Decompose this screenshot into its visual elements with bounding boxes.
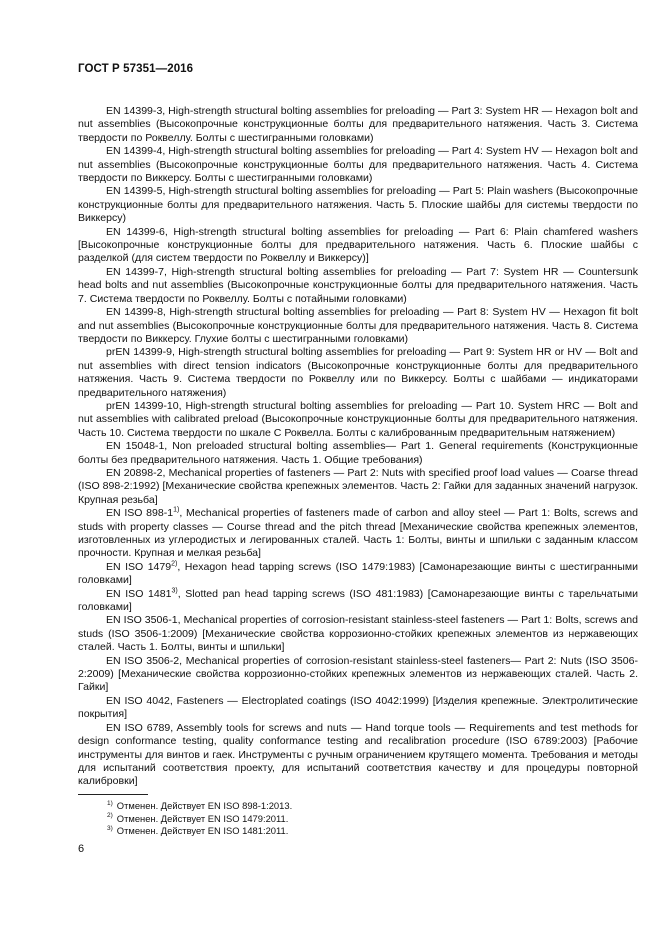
- footnote-ref: 3): [171, 587, 178, 595]
- reference-item: EN 14399-5, High-strength structural bolting assemblies for preloading — Part 5: Plain washers (Высокопрочные конструкционные болты для предварительного натяжения. Часть 5. Плоские шайбы для системы твердости по Виккерсу): [78, 185, 638, 225]
- footnote: [107, 800, 292, 813]
- reference-title: , Hexagon head tapping screws (ISO 1479:1983) [Самонарезающие винты с шестигранными головками]: [78, 560, 638, 587]
- reference-title: , Mechanical properties of fasteners made of carbon and alloy steel — Part 1: Bolts, screws and studs with property classes — Course thread and the pitch thread [Механические свойства крепежных элементов, изготовленных из углеродистых и легированных сталей. Часть 1: Болты, винты и шпильки с заданным классом прочности. Крупная и мелкая резьба]: [78, 507, 639, 560]
- references-list: [78, 105, 638, 789]
- reference-item: prEN 14399-10, High-strength structural bolting assemblies for preloading — Part 10. System HRC — Bolt and nut assemblies with calibrated preload (Высокопрочные конструкционные болты для предварительного натяжения. Часть 10. Система твердости по шкале С Роквелла. Болты с калиброванным предварительным натяжением): [78, 399, 638, 439]
- reference-item: EN 14399-8, High-strength structural bolting assemblies for preloading — Part 8: System HV — Hexagon fit bolt and nut assemblies (Высокопрочные конструкционные болты для предварительного натяжения. Часть 8. Система твердости по Виккерсу. Глухие болты с шестигранными головками): [78, 306, 638, 345]
- reference-item: EN 14399-7, High-strength structural bolting assemblies for preloading — Part 7: System HR — Countersunk head bolts and nut assemblies (Высокопрочные конструкционные болты для предварительного натяжения. Часть 7. Система твердости по Роквеллу. Болты с потайными головками): [78, 265, 638, 305]
- reference-item: EN 15048-1, Non preloaded structural bolting assemblies— Part 1. General requirements (Конструкционные болты без предварительного натяжения. Часть 1. Общие требования): [78, 440, 638, 466]
- footnote-text: Отменен. Действует EN ISO 1479:2011.: [116, 812, 289, 824]
- footnote-mark: 2): [107, 812, 113, 820]
- reference-item: EN 14399-4, High-strength structural bolting assemblies for preloading — Part 4: System HV — Hexagon bolt and nut assemblies (Высокопрочные конструкционные болты для предварительного натяжения. Часть 4. Система твердости по Виккерсу. Болты с шестигранными головками): [78, 145, 638, 185]
- footnote-ref: 2): [171, 560, 178, 568]
- reference-item: EN ISO 3506-1, Mechanical properties of corrosion-resistant stainless-steel fasteners — Part 1: Bolts, screws and studs (ISO 3506-1:2009) [Механические свойства коррозионно-стойких крепежных элементов из нержавеющих сталей. Часть 1. Болты, винты и шпильки]: [78, 614, 638, 654]
- footnote-text: Отменен. Действует EN ISO 1481:2011.: [116, 825, 289, 837]
- document-header: ГОСТ Р 57351—2016: [78, 63, 194, 75]
- footnote-ref: 1): [173, 506, 180, 514]
- footnote-mark: 1): [107, 799, 113, 807]
- reference-item: EN 20898-2, Mechanical properties of fasteners — Part 2: Nuts with specified proof load values — Coarse thread (ISO 898-2:1992) [Механические свойства крепежных элементов. Часть 2: Гайки для заданных значений нагрузок. Крупная резьба]: [78, 466, 638, 506]
- reference-item: EN 14399-3, High-strength structural bolting assemblies for preloading — Part 3: System HR — Hexagon bolt and nut assemblies (Высокопрочные конструкционные болты для предварительного натяжения. Часть 3. Система твердости по Роквеллу. Болты с шестигранными головками): [78, 105, 638, 144]
- footnote: [107, 813, 292, 826]
- footnotes: [107, 800, 292, 838]
- reference-item: [78, 507, 638, 561]
- reference-item: EN ISO 6789, Assembly tools for screws and nuts — Hand torque tools — Requirements and test methods for design conformance testing, quality conformance testing and recalibration procedure (ISO 6789:2003) [Рабочие инструменты для винтов и гаек. Инструменты с ручным ограничением крутящего момента. Требования и методы для испытаний соответствия проекту, для испытаний соответствия качеству и для процедуры повторной калибровки]: [78, 721, 638, 788]
- footnote-divider: [78, 794, 148, 795]
- reference-designation: EN ISO 1481: [106, 587, 172, 600]
- footnote: [107, 825, 292, 838]
- reference-item: [78, 588, 638, 615]
- reference-title: , Slotted pan head tapping screws (ISO 481:1983) [Самонарезающие винты с тарельчатыми головками]: [78, 587, 638, 614]
- page-number: 6: [78, 843, 85, 855]
- footnote-mark: 3): [107, 825, 113, 833]
- reference-item: prEN 14399-9, High-strength structural bolting assemblies for preloading — Part 9: System HR or HV — Bolt and nut assemblies with direct tension indicators (Высокопрочные конструкционные болты для предварительного натяжения. Часть 9. Система твердости по Роквеллу или по Виккерсу. Болты с шайбами — индикаторами предварительного натяжения): [78, 346, 638, 399]
- footnote-text: Отменен. Действует EN ISO 898-1:2013.: [116, 800, 293, 811]
- reference-item: EN 14399-6, High-strength structural bolting assemblies for preloading — Part 6: Plain chamfered washers [Высокопрочные конструкционные болты для предварительного натяжения. Часть 6. Плоские шайбы с разделкой (для систем твердости по Роквеллу и Виккерсу)]: [78, 225, 638, 265]
- reference-designation: EN ISO 1479: [106, 560, 172, 573]
- reference-item: [78, 561, 638, 588]
- reference-designation: EN ISO 898-1: [106, 507, 174, 520]
- reference-item: EN ISO 3506-2, Mechanical properties of corrosion-resistant stainless-steel fasteners— Part 2: Nuts (ISO 3506-2:2009) [Механические свойства коррозионно-стойких крепежных элементов из нержавеющих сталей. Часть 2. Гайки]: [78, 654, 638, 694]
- reference-item: EN ISO 4042, Fasteners — Electroplated coatings (ISO 4042:1999) [Изделия крепежные. Электролитические покрытия]: [78, 694, 638, 721]
